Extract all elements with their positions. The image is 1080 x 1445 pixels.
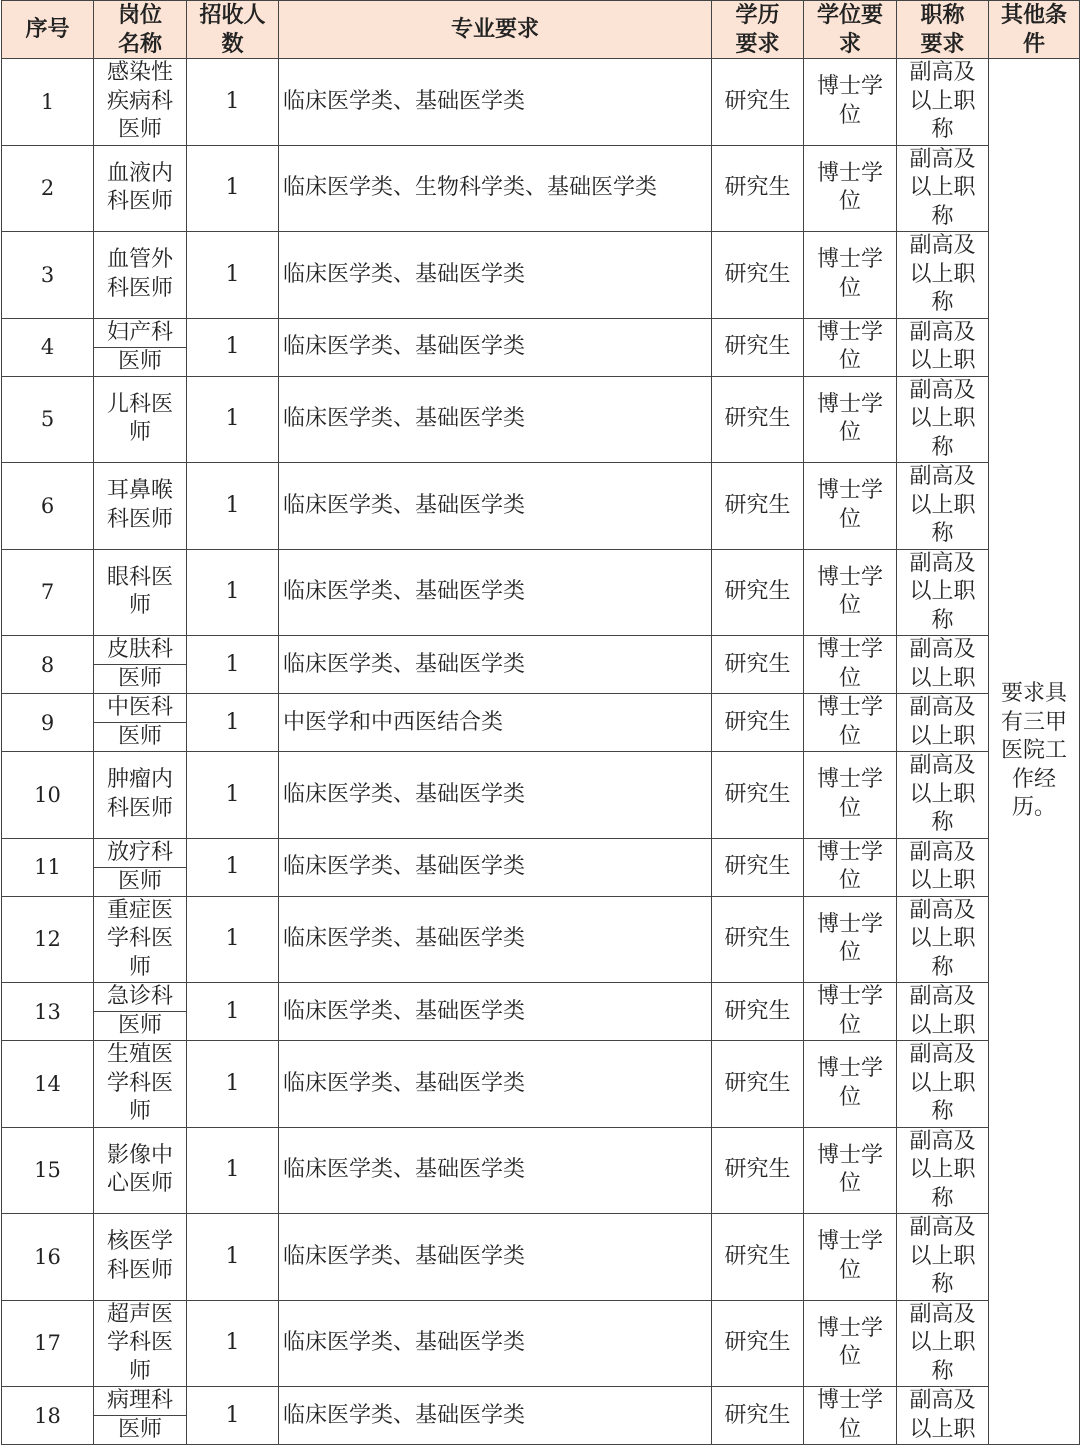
table-row [2,376,1080,463]
table-row [2,983,1080,1041]
title-text: 副高及以上职 [909,695,976,749]
title-text: 副高及以上职称 [909,1128,976,1211]
cell-post [94,838,187,896]
cell-degree [804,59,897,146]
cell-seq: 15 [2,1127,94,1214]
cell-count: 1 [187,549,279,636]
cell-edu: 研究生 [712,636,804,694]
cell-seq: 3 [2,232,94,319]
cell-title [897,1214,989,1301]
cell-title [897,1127,989,1214]
cell-degree [804,1387,897,1445]
post-name-line2: 医师 [117,348,162,374]
cell-edu: 研究生 [712,376,804,463]
header-row [2,1,1080,59]
header-degree: 学位要求 [804,1,897,59]
table-row [2,463,1080,550]
post-name: 耳鼻喉科医师 [106,478,173,532]
cell-edu: 研究生 [712,838,804,896]
cell-edu: 研究生 [712,59,804,146]
table-row [2,59,1080,146]
title-text: 副高及以上职称 [909,550,976,633]
cell-title [897,983,989,1041]
cell-count: 1 [187,838,279,896]
title-text: 副高及以上职称 [909,1042,976,1124]
cell-major: 临床医学类、基础医学类 [279,838,712,896]
degree-text: 博士学位 [816,911,883,966]
cell-seq: 12 [2,896,94,983]
post-name: 血液内科医师 [106,160,173,215]
cell-count: 1 [187,1041,279,1128]
header-edu: 学历要求 [712,1,804,59]
cell-title [897,549,989,636]
degree-text: 博士学位 [816,984,883,1038]
degree-text: 博士学位 [816,391,883,446]
post-name-line2: 医师 [117,1417,162,1442]
cell-post [94,1127,187,1214]
post-name: 感染性疾病科医师 [106,60,173,142]
cell-major: 临床医学类、基础医学类 [279,463,712,550]
cell-post [94,145,187,232]
cell-seq: 10 [2,752,94,839]
cell-seq: 13 [2,983,94,1041]
post-name: 超声医学科医师 [106,1301,173,1384]
table-row [2,1127,1080,1214]
cell-degree [804,694,897,752]
degree-text: 博士学位 [816,695,883,749]
cell-seq: 17 [2,1300,94,1387]
cell-count: 1 [187,983,279,1041]
degree-text: 博士学位 [816,564,883,619]
table-row [2,896,1080,983]
post-name: 眼科医师 [106,564,173,619]
title-text: 副高及以上职称 [909,464,976,546]
header-major: 专业要求 [279,1,712,59]
cell-post [94,376,187,463]
cell-major: 临床医学类、基础医学类 [279,549,712,636]
cell-other-condition [989,59,1080,1445]
post-name: 儿科医师 [106,391,173,446]
cell-edu: 研究生 [712,752,804,839]
title-text: 副高及以上职称 [909,146,976,229]
cell-title [897,1300,989,1387]
table-row [2,1300,1080,1387]
cell-major: 临床医学类、基础医学类 [279,1214,712,1301]
cell-degree [804,145,897,232]
cell-title [897,59,989,146]
cell-degree [804,1041,897,1128]
cell-edu: 研究生 [712,1300,804,1387]
table-row [2,549,1080,636]
title-text: 副高及以上职称 [909,233,976,315]
cell-degree [804,232,897,319]
cell-count: 1 [187,1300,279,1387]
title-text: 副高及以上职称 [909,1215,976,1297]
post-name-line2: 医师 [117,666,162,691]
cell-post [94,318,187,376]
cell-edu: 研究生 [712,1214,804,1301]
cell-seq: 5 [2,376,94,463]
post-name: 肿瘤内科医师 [106,767,173,821]
cell-edu: 研究生 [712,1041,804,1128]
cell-title [897,838,989,896]
title-text: 副高及以上职 [909,1388,976,1442]
cell-edu: 研究生 [712,463,804,550]
cell-title [897,145,989,232]
cell-major: 临床医学类、基础医学类 [279,318,712,376]
cell-seq: 16 [2,1214,94,1301]
cell-post [94,896,187,983]
cell-post [94,1214,187,1301]
cell-major: 临床医学类、基础医学类 [279,1387,712,1445]
cell-major: 临床医学类、基础医学类 [279,1300,712,1387]
cell-count: 1 [187,318,279,376]
title-text: 副高及以上职称 [909,753,976,835]
cell-degree [804,1127,897,1214]
post-name: 影像中心医师 [106,1142,173,1197]
table-row [2,1041,1080,1128]
cell-major: 临床医学类、基础医学类 [279,376,712,463]
degree-text: 博士学位 [816,160,883,215]
cell-major: 临床医学类、基础医学类 [279,896,712,983]
cell-edu: 研究生 [712,145,804,232]
cell-title [897,896,989,983]
cell-count: 1 [187,145,279,232]
cell-degree [804,463,897,550]
cell-count: 1 [187,636,279,694]
cell-edu: 研究生 [712,549,804,636]
post-name-line2: 医师 [117,868,162,894]
title-text: 副高及以上职 [909,319,976,373]
cell-seq: 9 [2,694,94,752]
cell-title [897,752,989,839]
cell-edu: 研究生 [712,1127,804,1214]
cell-degree [804,1214,897,1301]
cell-count: 1 [187,896,279,983]
degree-text: 博士学位 [816,1056,883,1110]
cell-seq: 4 [2,318,94,376]
cell-post [94,463,187,550]
degree-text: 博士学位 [816,247,883,301]
cell-degree [804,752,897,839]
cell-degree [804,318,897,376]
title-text: 副高及以上职称 [909,1301,976,1384]
cell-post [94,549,187,636]
table-row [2,318,1080,376]
post-name-line1: 皮肤科 [94,636,186,665]
cell-seq: 18 [2,1387,94,1445]
title-text: 副高及以上职称 [909,60,976,142]
cell-title [897,232,989,319]
cell-major: 临床医学类、基础医学类 [279,59,712,146]
other-condition-text: 要求具有三甲医院工作经历。 [1000,681,1067,821]
table-row [2,145,1080,232]
degree-text: 博士学位 [816,1315,883,1370]
cell-edu: 研究生 [712,318,804,376]
header-post: 岗位名称 [94,1,187,59]
table-row [2,838,1080,896]
cell-major: 临床医学类、基础医学类 [279,636,712,694]
degree-text: 博士学位 [816,637,883,691]
cell-degree [804,838,897,896]
cell-major: 临床医学类、基础医学类 [279,1041,712,1128]
cell-title [897,636,989,694]
table-row [2,636,1080,694]
cell-seq: 11 [2,838,94,896]
cell-edu: 研究生 [712,1387,804,1445]
cell-post [94,1387,187,1445]
cell-degree [804,1300,897,1387]
cell-edu: 研究生 [712,694,804,752]
degree-text: 博士学位 [816,767,883,821]
title-text: 副高及以上职 [909,839,976,893]
cell-seq: 14 [2,1041,94,1128]
cell-post [94,636,187,694]
cell-seq: 7 [2,549,94,636]
cell-edu: 研究生 [712,232,804,319]
cell-title [897,376,989,463]
cell-count: 1 [187,694,279,752]
post-name: 重症医学科医师 [106,897,173,980]
degree-text: 博士学位 [816,839,883,893]
cell-major: 临床医学类、基础医学类 [279,983,712,1041]
header-seq: 序号 [2,1,94,59]
cell-count: 1 [187,59,279,146]
cell-post [94,1300,187,1387]
cell-post [94,232,187,319]
cell-major: 临床医学类、基础医学类 [279,1127,712,1214]
post-name-line2: 医师 [117,1013,162,1038]
post-name-line1: 病理科 [94,1387,186,1416]
cell-edu: 研究生 [712,896,804,983]
table-row [2,1214,1080,1301]
cell-title [897,463,989,550]
cell-post [94,983,187,1041]
cell-count: 1 [187,1127,279,1214]
post-name-line1: 妇产科 [94,319,186,348]
cell-count: 1 [187,232,279,319]
degree-text: 博士学位 [816,1142,883,1197]
post-name: 核医学科医师 [106,1229,173,1283]
table-row [2,232,1080,319]
cell-title [897,1387,989,1445]
cell-title [897,318,989,376]
cell-post [94,752,187,839]
cell-post [94,1041,187,1128]
cell-degree [804,896,897,983]
cell-edu: 研究生 [712,983,804,1041]
header-title: 职称要求 [897,1,989,59]
table-row [2,694,1080,752]
degree-text: 博士学位 [816,478,883,532]
cell-degree [804,376,897,463]
post-name: 生殖医学科医师 [106,1042,173,1124]
cell-major: 中医学和中西医结合类 [279,694,712,752]
cell-degree [804,549,897,636]
degree-text: 博士学位 [816,1388,883,1442]
post-name-line1: 中医科 [94,694,186,723]
title-text: 副高及以上职 [909,984,976,1038]
cell-degree [804,636,897,694]
cell-title [897,694,989,752]
cell-count: 1 [187,463,279,550]
cell-major: 临床医学类、生物科学类、基础医学类 [279,145,712,232]
table-row [2,752,1080,839]
title-text: 副高及以上职称 [909,377,976,460]
cell-seq: 1 [2,59,94,146]
degree-text: 博士学位 [816,319,883,373]
cell-count: 1 [187,752,279,839]
degree-text: 博士学位 [816,74,883,128]
cell-seq: 2 [2,145,94,232]
header-other: 其他条件 [989,1,1080,59]
recruitment-table [1,0,1080,1445]
cell-count: 1 [187,1387,279,1445]
degree-text: 博士学位 [816,1229,883,1283]
table-row [2,1387,1080,1445]
title-text: 副高及以上职 [909,637,976,691]
post-name: 血管外科医师 [106,247,173,301]
cell-degree [804,983,897,1041]
post-name-line2: 医师 [117,724,162,749]
cell-post [94,694,187,752]
cell-count: 1 [187,376,279,463]
cell-major: 临床医学类、基础医学类 [279,752,712,839]
cell-major: 临床医学类、基础医学类 [279,232,712,319]
title-text: 副高及以上职称 [909,897,976,980]
cell-title [897,1041,989,1128]
cell-post [94,59,187,146]
cell-count: 1 [187,1214,279,1301]
cell-seq: 8 [2,636,94,694]
post-name-line1: 急诊科 [94,983,186,1012]
header-count: 招收人数 [187,1,279,59]
post-name-line1: 放疗科 [94,839,186,868]
cell-seq: 6 [2,463,94,550]
